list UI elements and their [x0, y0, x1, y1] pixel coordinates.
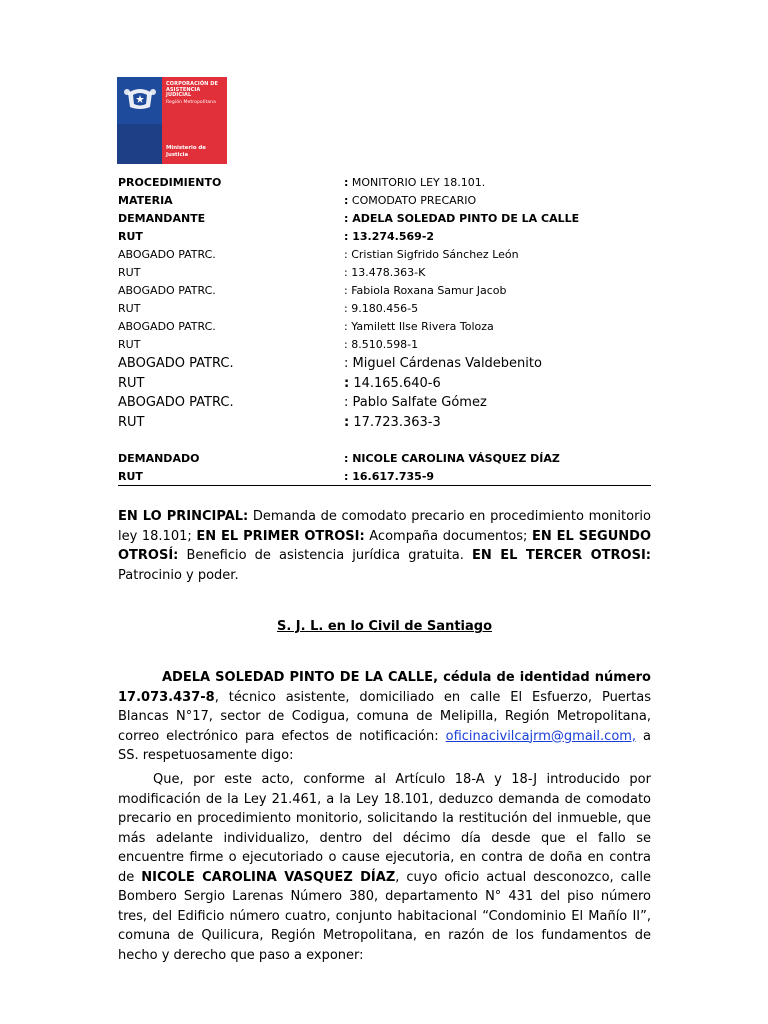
header-label: RUT: [118, 414, 145, 430]
header-label: RUT: [118, 302, 141, 315]
header-label: RUT: [118, 470, 143, 483]
header-row: [118, 192, 651, 210]
header-label: RUT: [118, 375, 145, 391]
header-value: : Yamilett Ilse Rivera Toloza: [344, 320, 494, 333]
header-row: [118, 354, 651, 374]
header-row: [118, 174, 651, 192]
header-value: : ADELA SOLEDAD PINTO DE LA CALLE: [344, 212, 580, 225]
header-value: : COMODATO PRECARIO: [344, 194, 477, 207]
header-divider: [118, 485, 651, 486]
header-value: : 8.510.598-1: [344, 338, 419, 351]
header-row: [118, 413, 651, 433]
header-label: ABOGADO PATRC.: [118, 284, 216, 297]
header-label: ABOGADO PATRC.: [118, 248, 216, 261]
header-label: PROCEDIMIENTO: [118, 176, 222, 189]
header-label: RUT: [118, 338, 141, 351]
summary-second-otrosi-label: EN EL SEGUNDO OTROSÍ:: [118, 528, 651, 563]
header-value: : 13.478.363-K: [344, 266, 426, 279]
header-row: [118, 450, 651, 468]
header-label: ABOGADO PATRC.: [118, 356, 234, 371]
header-value: : Fabiola Roxana Samur Jacob: [344, 284, 507, 297]
header-value: : Cristian Sigfrido Sánchez León: [344, 248, 519, 261]
coat-of-arms-icon: [122, 83, 158, 111]
header-value: : 9.180.456-5: [344, 302, 419, 315]
header-value-text: 14.165.640-6: [349, 375, 441, 391]
logo-region: Región Metropolitana: [166, 99, 216, 105]
header-row: [118, 282, 651, 300]
header-label: RUT: [118, 230, 143, 243]
header-value: : MONITORIO LEY 18.101.: [344, 176, 486, 189]
header-row: [118, 210, 651, 228]
header-row: [118, 468, 651, 486]
logo-ministry: Ministerio de Justicia: [166, 145, 206, 158]
notification-email-link[interactable]: oficinacivilcajrm@gmail.com,: [445, 728, 637, 744]
header-value: : 17.723.363-3: [344, 414, 441, 430]
header-value: : Miguel Cárdenas Valdebenito: [344, 356, 542, 371]
header-value-text: 17.723.363-3: [349, 414, 441, 430]
header-row: [118, 300, 651, 318]
header-row: [118, 336, 651, 354]
plaintiff-name: ADELA SOLEDAD PINTO DE LA CALLE: [162, 670, 434, 685]
body-paragraph: Que, por este acto, conforme al Artículo 18-A y 18-J introducido por modificación de la Ley 21.461, a la Ley 18.101, deduzco demanda de comodato precario en procedimiento monitorio, solicitando la restitución del inmueble, que más adelante individualizo, dentro del décimo día desde que el fallo se encuentre firme o ejecutoriado o cause ejecutoria, en contra de doña en contra de NICOLE CAROLINA VASQUEZ DÍAZ, cuyo oficio actual desconozco, calle Bombero Sergio Larenas Número 380, departamento N° 431 del piso número tres, del Edificio número cuatro, conjunto habitacional “Condominio El Mañío II”, comuna de Quilicura, Región Metropolitana, en razón de los fundamentos de hecho y derecho que paso a exponer:: [118, 772, 651, 963]
summary-principal-label: EN LO PRINCIPAL:: [118, 509, 249, 524]
intro-paragraph: ADELA SOLEDAD PINTO DE LA CALLE, cédula de identidad número 17.073.437-8, técnico asistente, domiciliado en calle El Esfuerzo, Puertas Blancas N°17, sector de Codigua, comuna de Melipilla, Región Metropolitana, correo electrónico para efectos de notificación: oficinacivilcajrm@gmail.com, a SS. respetuosamente digo:: [118, 670, 651, 763]
case-header-table: [118, 174, 651, 486]
court-heading: S. J. L. en lo Civil de Santiago: [276, 619, 492, 634]
header-label: RUT: [118, 266, 141, 279]
header-row: [118, 246, 651, 264]
header-row: [118, 318, 651, 336]
header-value-text: MONITORIO LEY 18.101.: [348, 176, 486, 189]
header-value: : Pablo Salfate Gómez: [344, 395, 487, 410]
header-label: ABOGADO PATRC.: [118, 395, 234, 410]
header-label: DEMANDANTE: [118, 212, 206, 225]
header-label: ABOGADO PATRC.: [118, 320, 216, 333]
summary-paragraph: EN LO PRINCIPAL: Demanda de comodato precario en procedimiento monitorio ley 18.101; EN EL PRIMER OTROSI: Acompaña documentos; EN EL SEGUNDO OTROSÍ: Beneficio de asistencia jurídica gratuita. EN EL TERCER OTROSI: Patrocinio y poder.: [118, 509, 651, 583]
header-value: : 13.274.569-2: [344, 230, 435, 243]
header-row: [118, 393, 651, 413]
summary-first-otrosi-label: EN EL PRIMER OTROSI:: [196, 528, 365, 544]
header-row: [118, 228, 651, 246]
header-row: [118, 264, 651, 282]
header-label: MATERIA: [118, 194, 173, 207]
summary-third-otrosi-label: EN EL TERCER OTROSI:: [472, 548, 651, 563]
defendant-name: NICOLE CAROLINA VASQUEZ DÍAZ: [141, 869, 396, 885]
header-value-text: COMODATO PRECARIO: [348, 194, 477, 207]
header-value: : 14.165.640-6: [344, 375, 441, 391]
logo-corporation-name: CORPORACIÓN DE ASISTENCIA JUDICIAL Región Metropolitana: [166, 82, 226, 105]
header-row: [118, 374, 651, 394]
logo-blue-panel: [117, 77, 162, 164]
header-value: : NICOLE CAROLINA VÁSQUEZ DÍAZ: [344, 452, 560, 465]
header-value: : 16.617.735-9: [344, 470, 435, 483]
header-label: DEMANDADO: [118, 452, 200, 465]
institution-logo: [117, 77, 227, 164]
logo-red-panel: [162, 77, 227, 164]
